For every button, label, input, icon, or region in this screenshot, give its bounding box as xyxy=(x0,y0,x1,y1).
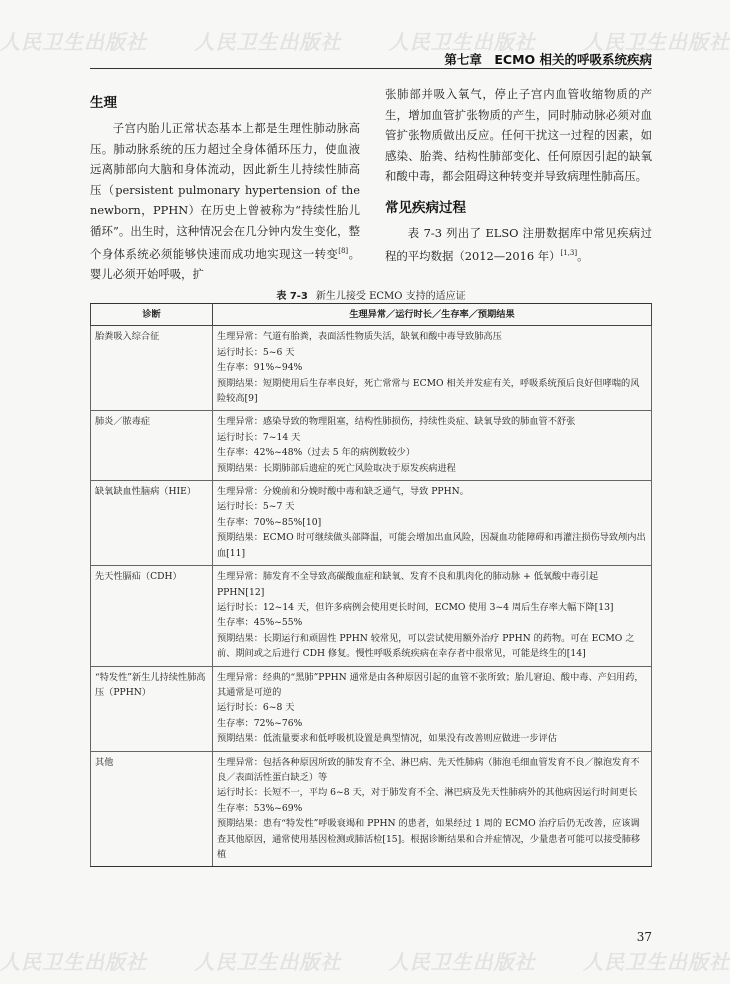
details-cell xyxy=(213,566,652,666)
header-details: 生理异常／运行时长／生存率／预期结果 xyxy=(213,304,652,326)
detail-line: 生存率：45%~55% xyxy=(217,617,303,629)
detail-line: 生存率：72%~76% xyxy=(217,717,303,729)
diagnosis-cell: 缺氧缺血性脑病（HIE） xyxy=(91,481,213,566)
diagnosis-cell: 肺炎／脓毒症 xyxy=(91,411,213,481)
table-row xyxy=(91,481,652,566)
detail-line: 预期结果：ECMO 时可继续做头部降温，可能会增加出血风险，因凝血功能障碍和再灌注损伤导致颅内出血[11] xyxy=(217,532,646,559)
table-row xyxy=(91,666,652,751)
detail-line: 生存率：91%~94% xyxy=(217,362,303,374)
watermark-text: 人民卫生出版社 xyxy=(582,950,730,974)
detail-line: 预期结果：长期运行和顽固性 PPHN 较常见，可以尝试使用额外治疗 PPHN 的药物。可在 ECMO 之前、期间或之后进行 CDH 修复。慢性呼吸系统疾病在幸存者中很常见，可能是终生的[14] xyxy=(217,632,635,660)
detail-line: 运行时长：长短不一，平均 6~8 天，对于肺发育不全、淋巴病及先天性肺病外的其他病因运行时间更长 xyxy=(217,787,638,799)
header-rule xyxy=(90,68,652,69)
watermark-text: 人民卫生出版社 xyxy=(0,950,147,974)
detail-line: 生理异常：气道有胎粪，表面活性物质失活，缺氧和酸中毒导致肺高压 xyxy=(217,331,502,343)
running-header: 第七章 ECMO 相关的呼吸系统疾病 xyxy=(444,52,652,67)
section-title-physiology: 生理 xyxy=(90,95,117,111)
detail-line: 运行时长：5~7 天 xyxy=(217,501,295,513)
physiology-text-tail: 。婴儿必须开始呼吸，扩 xyxy=(90,246,360,282)
detail-line: 运行时长：6~8 天 xyxy=(217,702,295,714)
detail-line: 预期结果：低流量要求和低呼吸机设置是典型情况，如果没有改善则应做进一步评估 xyxy=(217,733,557,745)
disease-process-paragraph xyxy=(385,223,652,267)
watermark-text: 人民卫生出版社 xyxy=(194,30,342,54)
details-cell xyxy=(213,411,652,481)
table-row xyxy=(91,326,652,411)
detail-line: 生理异常：分娩前和分娩时酸中毒和缺乏通气，导致 PPHN。 xyxy=(217,486,469,498)
watermark-text: 人民卫生出版社 xyxy=(388,950,536,974)
detail-line: 运行时长：5~6 天 xyxy=(217,346,295,358)
detail-line: 生理异常：感染导致的物理阻塞，结构性肺损伤，持续性炎症、缺氧导致的肺血管不舒张 xyxy=(217,416,576,428)
header-diagnosis: 诊断 xyxy=(91,304,213,326)
detail-line: 运行时长：12~14 天，但许多病例会使用更长时间，ECMO 使用 3~4 周后生存率大幅下降[13] xyxy=(217,601,614,613)
right-column xyxy=(385,84,652,266)
detail-line: 运行时长：7~14 天 xyxy=(217,431,301,443)
detail-line: 生存率：42%~48%（过去 5 年的病例数较少） xyxy=(217,447,416,459)
table-row xyxy=(91,411,652,481)
table-row xyxy=(91,566,652,666)
disease-process-text-tail: 。 xyxy=(577,248,589,263)
detail-line: 生理异常：经典的“黑肺”PPHN 通常是由各种原因引起的血管不张所致；胎儿窘迫、酸中毒、产妇用药，其通常是可逆的 xyxy=(217,671,644,698)
details-cell xyxy=(213,481,652,566)
detail-line: 预期结果：短期使用后生存率良好，死亡常常与 ECMO 相关并发症有关，呼吸系统预后良好但哮喘的风险较高[9] xyxy=(217,377,640,405)
page-number: 37 xyxy=(636,930,652,944)
table-caption xyxy=(90,287,652,302)
detail-line: 生存率：70%~85%[10] xyxy=(217,516,322,528)
disease-process-text: 表 7-3 列出了 ELSO 注册数据库中常见疾病过程的平均数据（2012—2016 年） xyxy=(385,225,652,263)
left-column xyxy=(90,92,360,285)
table-title: 新生儿接受 ECMO 支持的适应证 xyxy=(315,291,466,302)
diagnosis-cell: “特发性”新生儿持续性肺高压（PPHN） xyxy=(91,666,213,751)
table-row xyxy=(91,751,652,867)
table-header-row xyxy=(91,304,652,326)
physiology-paragraph xyxy=(90,118,360,285)
table-number: 表 7-3 xyxy=(276,291,308,302)
watermark-text: 人民卫生出版社 xyxy=(0,30,147,54)
diagnosis-cell: 其他 xyxy=(91,751,213,867)
watermark-text: 人民卫生出版社 xyxy=(194,950,342,974)
physiology-text: 子宫内胎儿正常状态基本上都是生理性肺动脉高压。肺动脉系统的压力超过全身体循环压力，使血液远离肺部向大脑和身体流动，因此新生儿持续性肺高压（persistent pulmonary hypertension of the newborn，PPHN）在历史上曾被称为“持续性胎儿循环”。出生时，这种情况会在几分钟内发生变化，整个身体系统必须能够快速而成功地实现这一转变 xyxy=(90,121,360,261)
detail-line: 预期结果：患有“特发性”呼吸衰竭和 PPHN 的患者，如果经过 1 周的 ECMO 治疗后仍无改善，应该调查其他原因，通常使用基因检测或肺活检[15]。根据诊断结果和合并症情况，少量患者可能可以接受肺移植 xyxy=(217,818,641,860)
table-body xyxy=(91,326,652,867)
detail-line: 生理异常：肺发育不全导致高碳酸血症和缺氧、发育不良和肌肉化的肺动脉 + 低氧酸中毒引起 PPHN[12] xyxy=(217,571,599,598)
citation-ref: [8] xyxy=(338,247,349,255)
citation-ref: [1,3] xyxy=(560,249,578,257)
diagnosis-cell: 先天性膈疝（CDH） xyxy=(91,566,213,666)
watermark-text: 人民卫生出版社 xyxy=(388,30,536,54)
indications-table xyxy=(90,303,652,867)
details-cell xyxy=(213,751,652,867)
physiology-continuation: 张肺部并吸入氧气，停止子宫内血管收缩物质的产生，增加血管扩张物质的产生，同时肺动脉必须对血管扩张物质做出反应。任何干扰这一过程的因素，如感染、胎粪、结构性肺部变化、任何原因引起的缺氧和酸中毒，都会阻碍这种转变并导致病理性肺高压。 xyxy=(385,87,652,183)
detail-line: 生理异常：包括各种原因所致的肺发育不全、淋巴病、先天性肺病（肺泡毛细血管发育不良／腺泡发育不良／表面活性蛋白缺乏）等 xyxy=(217,756,640,783)
details-cell xyxy=(213,666,652,751)
diagnosis-cell: 胎粪吸入综合征 xyxy=(91,326,213,411)
watermark-text: 人民卫生出版社 xyxy=(582,30,730,54)
detail-line: 生存率：53%~69% xyxy=(217,802,303,814)
details-cell xyxy=(213,326,652,411)
watermark-bottom xyxy=(0,946,730,975)
detail-line: 预期结果：长期肺部后遗症的死亡风险取决于原发疾病进程 xyxy=(217,462,456,474)
section-title-disease-process: 常见疾病过程 xyxy=(385,199,466,216)
